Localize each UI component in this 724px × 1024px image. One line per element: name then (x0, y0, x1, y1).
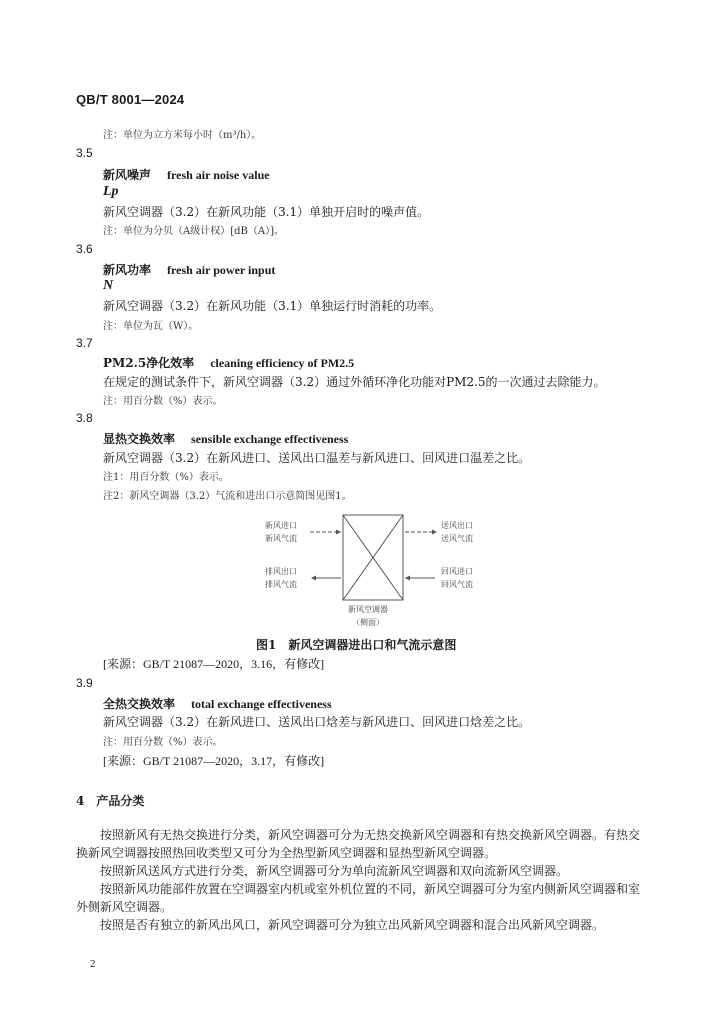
term-heading (103, 430, 348, 447)
figure-caption: 图1 新风空调器进出口和气流示意图 (256, 638, 457, 652)
label-exhaust-flow: 排风气流 (265, 580, 297, 589)
page-number: 2 (90, 958, 96, 970)
paragraph: 按照新风有无热交换进行分类，新风空调器可分为无热交换新风空调器和有热交换新风空调器。有热交换新风空调器按照热回收类型又可分为全热型新风空调器和显热型新风空调器。 (76, 828, 641, 860)
paragraph: 按照新风功能部件放置在空调器室内机或室外机位置的不同，新风空调器可分为室内侧新风空调器和室外侧新风空调器。 (76, 882, 641, 914)
standard-code: QB/T 8001—2024 (76, 92, 185, 107)
arrow-head-icon (432, 530, 437, 535)
term-note-1: 注1：用百分数（%）表示。 (103, 472, 229, 483)
term-en: fresh air noise value (167, 168, 270, 182)
label-fresh-air-flow: 新风气流 (265, 534, 297, 543)
term-definition: 新风空调器（3.2）在新风功能（3.1）单独运行时消耗的功率。 (103, 299, 442, 313)
term-definition: 新风空调器（3.2）在新风进口、送风出口焓差与新风进口、回风进口焓差之比。 (103, 715, 531, 729)
clause-number: 3.6 (76, 242, 93, 256)
label-unit: 新风空调器 (348, 605, 388, 614)
term-cn: 全热交换效率 (103, 697, 176, 711)
label-exhaust-outlet: 排风出口 (265, 567, 297, 576)
note-unit-m3h: 注：单位为立方米每小时（m³/h）。 (103, 130, 262, 141)
arrow-head-icon (405, 576, 410, 581)
term-cn: 显热交换效率 (103, 432, 176, 446)
term-en: cleaning efficiency of PM2.5 (210, 356, 355, 370)
term-heading (103, 695, 332, 712)
term-symbol: Lp (103, 184, 119, 199)
paragraph: 按照新风送风方式进行分类，新风空调器可分为单向流新风空调器和双向流新风空调器。 (100, 864, 569, 878)
term-cn: 新风噪声 (103, 168, 152, 182)
term-note: 注：用百分数（%）表示。 (103, 396, 223, 407)
term-symbol: N (103, 278, 114, 293)
section-heading: 4 产品分类 (76, 794, 145, 808)
label-return-flow: 回风气流 (441, 580, 473, 589)
label-side-view: （侧面） (352, 618, 384, 627)
airflow-diagram (255, 510, 505, 630)
label-fresh-air-inlet: 新风进口 (265, 521, 297, 530)
term-en: fresh air power input (167, 263, 276, 277)
term-heading (103, 354, 354, 371)
clause-number: 3.8 (76, 411, 93, 425)
term-heading (103, 261, 275, 278)
label-supply-flow: 送风气流 (441, 534, 473, 543)
label-supply-outlet: 送风出口 (441, 521, 473, 530)
clause-number: 3.7 (76, 336, 93, 350)
clause-number: 3.5 (76, 146, 93, 160)
paragraph: 按照是否有独立的新风出风口，新风空调器可分为独立出风新风空调器和混合出风新风空调器。 (100, 918, 605, 932)
term-definition: 新风空调器（3.2）在新风进口、送风出口温差与新风进口、回风进口温差之比。 (103, 451, 531, 465)
label-return-inlet: 回风进口 (441, 567, 473, 576)
term-definition: 在规定的测试条件下，新风空调器（3.2）通过外循环净化功能对PM2.5的一次通过去除能力。 (103, 375, 606, 389)
term-cn: PM2.5净化效率 (103, 356, 195, 370)
term-en: sensible exchange effectiveness (191, 432, 349, 446)
term-cn: 新风功率 (103, 263, 152, 277)
arrow-head-icon (311, 576, 316, 581)
term-note: 注：单位为分贝（A级计权）[dB（A）]。 (103, 226, 284, 237)
term-note: 注：单位为瓦（W）。 (103, 321, 199, 332)
term-definition: 新风空调器（3.2）在新风功能（3.1）单独开启时的噪声值。 (103, 205, 430, 219)
arrow-head-icon (336, 530, 341, 535)
source-reference: [来源：GB/T 21087—2020，3.16，有修改] (103, 657, 325, 671)
term-heading (103, 166, 270, 183)
term-note-2: 注2：新风空调器（3.2）气流和进出口示意简图见图1。 (103, 491, 352, 502)
clause-number: 3.9 (76, 676, 93, 690)
term-en: total exchange effectiveness (191, 697, 332, 711)
term-note: 注：用百分数（%）表示。 (103, 737, 223, 748)
source-reference: [来源：GB/T 21087—2020，3.17，有修改] (103, 754, 325, 768)
